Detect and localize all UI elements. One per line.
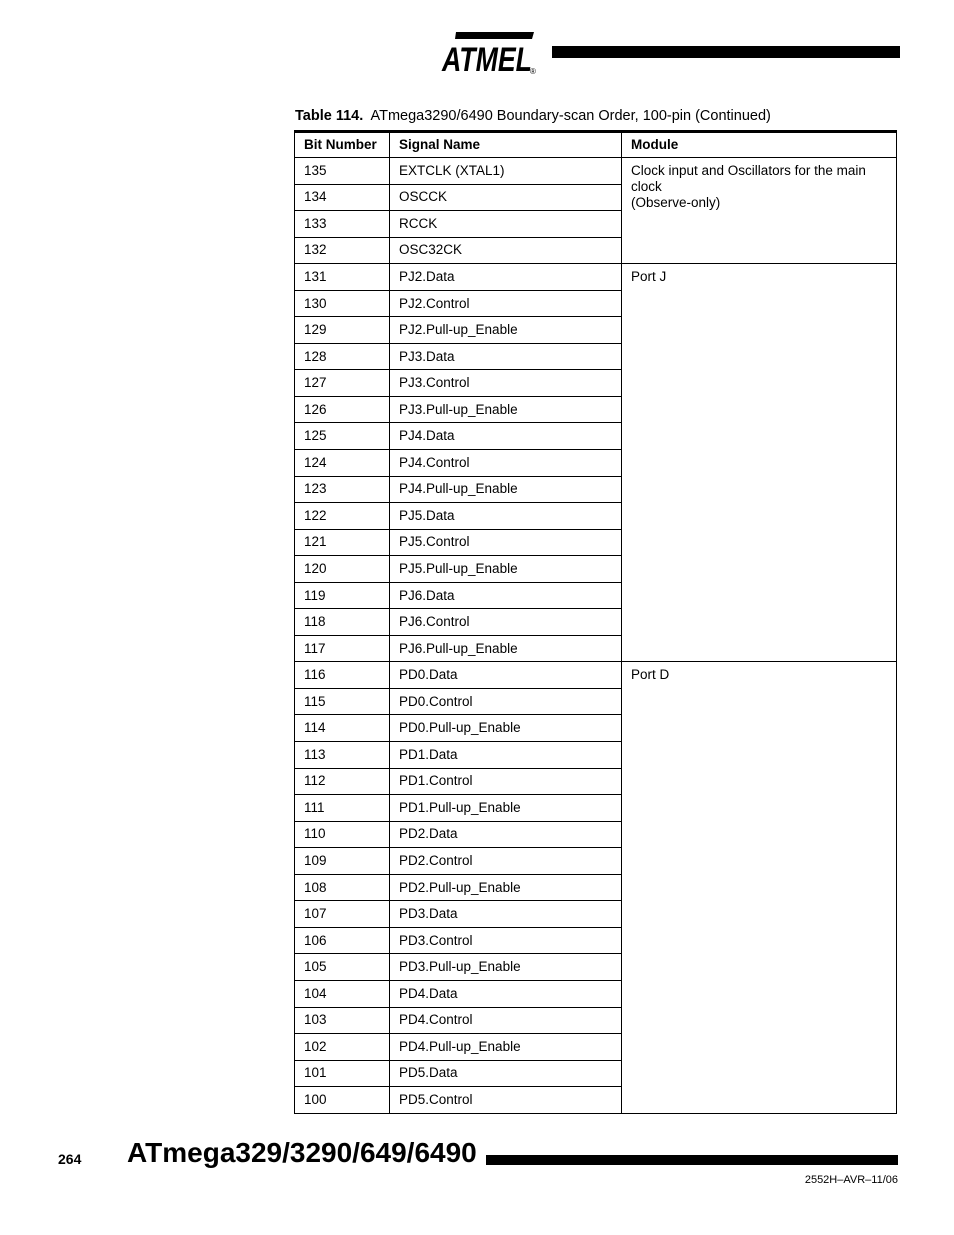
signal-name-cell: OSCCK bbox=[390, 184, 622, 211]
module-cell: Port D bbox=[622, 662, 897, 1113]
signal-name-cell: PJ2.Data bbox=[390, 264, 622, 291]
bit-number-cell: 120 bbox=[295, 556, 390, 583]
signal-name-cell: PJ5.Control bbox=[390, 529, 622, 556]
bit-number-cell: 108 bbox=[295, 874, 390, 901]
table-row bbox=[295, 264, 897, 291]
bit-number-cell: 128 bbox=[295, 343, 390, 370]
signal-name-cell: PJ3.Control bbox=[390, 370, 622, 397]
boundary-scan-table bbox=[294, 130, 897, 1114]
bit-number-cell: 101 bbox=[295, 1060, 390, 1087]
signal-name-cell: PJ6.Data bbox=[390, 582, 622, 609]
bit-number-cell: 129 bbox=[295, 317, 390, 344]
signal-name-cell: PD4.Data bbox=[390, 980, 622, 1007]
bit-number-cell: 111 bbox=[295, 795, 390, 822]
signal-name-cell: PD0.Pull-up_Enable bbox=[390, 715, 622, 742]
header-rule bbox=[552, 46, 900, 58]
signal-name-cell: PJ5.Pull-up_Enable bbox=[390, 556, 622, 583]
table-caption-label: Table 114. bbox=[295, 108, 364, 124]
bit-number-cell: 117 bbox=[295, 635, 390, 662]
bit-number-cell: 132 bbox=[295, 237, 390, 264]
svg-text:®: ® bbox=[530, 67, 536, 76]
bit-number-cell: 135 bbox=[295, 158, 390, 185]
bit-number-cell: 121 bbox=[295, 529, 390, 556]
bit-number-cell: 124 bbox=[295, 450, 390, 477]
signal-name-cell: PJ4.Data bbox=[390, 423, 622, 450]
bit-number-cell: 103 bbox=[295, 1007, 390, 1034]
signal-name-cell: PD2.Data bbox=[390, 821, 622, 848]
atmel-logo bbox=[440, 28, 540, 78]
signal-name-cell: PD0.Data bbox=[390, 662, 622, 689]
table-caption-text: ATmega3290/6490 Boundary-scan Order, 100-pin (Continued) bbox=[370, 108, 771, 124]
svg-text:ATMEL: ATMEL bbox=[441, 41, 532, 78]
signal-name-cell: PD5.Control bbox=[390, 1087, 622, 1114]
page-number: 264 bbox=[58, 1151, 82, 1167]
table-header-row bbox=[295, 132, 897, 158]
table-caption bbox=[295, 108, 771, 124]
signal-name-cell: PD1.Control bbox=[390, 768, 622, 795]
signal-name-cell: PD3.Control bbox=[390, 927, 622, 954]
signal-name-cell: PJ4.Pull-up_Enable bbox=[390, 476, 622, 503]
header-module: Module bbox=[622, 132, 897, 158]
table-row bbox=[295, 158, 897, 185]
table-row bbox=[295, 662, 897, 689]
bit-number-cell: 127 bbox=[295, 370, 390, 397]
bit-number-cell: 126 bbox=[295, 396, 390, 423]
signal-name-cell: PD3.Pull-up_Enable bbox=[390, 954, 622, 981]
signal-name-cell: PJ3.Data bbox=[390, 343, 622, 370]
bit-number-cell: 104 bbox=[295, 980, 390, 1007]
signal-name-cell: EXTCLK (XTAL1) bbox=[390, 158, 622, 185]
signal-name-cell: PD1.Pull-up_Enable bbox=[390, 795, 622, 822]
bit-number-cell: 102 bbox=[295, 1034, 390, 1061]
signal-name-cell: PD3.Data bbox=[390, 901, 622, 928]
bit-number-cell: 106 bbox=[295, 927, 390, 954]
header-signal-name: Signal Name bbox=[390, 132, 622, 158]
signal-name-cell: PD2.Pull-up_Enable bbox=[390, 874, 622, 901]
bit-number-cell: 115 bbox=[295, 688, 390, 715]
bit-number-cell: 119 bbox=[295, 582, 390, 609]
bit-number-cell: 112 bbox=[295, 768, 390, 795]
signal-name-cell: PD2.Control bbox=[390, 848, 622, 875]
signal-name-cell: PJ2.Control bbox=[390, 290, 622, 317]
signal-name-cell: RCCK bbox=[390, 211, 622, 238]
document-title: ATmega329/3290/649/6490 bbox=[127, 1137, 477, 1168]
bit-number-cell: 109 bbox=[295, 848, 390, 875]
bit-number-cell: 134 bbox=[295, 184, 390, 211]
signal-name-cell: OSC32CK bbox=[390, 237, 622, 264]
signal-name-cell: PJ4.Control bbox=[390, 450, 622, 477]
module-cell: Clock input and Oscillators for the main clock (Observe-only) bbox=[622, 158, 897, 264]
signal-name-cell: PJ6.Control bbox=[390, 609, 622, 636]
module-cell: Port J bbox=[622, 264, 897, 662]
signal-name-cell: PD4.Pull-up_Enable bbox=[390, 1034, 622, 1061]
signal-name-cell: PD1.Data bbox=[390, 742, 622, 769]
signal-name-cell: PD4.Control bbox=[390, 1007, 622, 1034]
bit-number-cell: 113 bbox=[295, 742, 390, 769]
signal-name-cell: PJ3.Pull-up_Enable bbox=[390, 396, 622, 423]
bit-number-cell: 107 bbox=[295, 901, 390, 928]
header-bit-number: Bit Number bbox=[295, 132, 390, 158]
signal-name-cell: PD0.Control bbox=[390, 688, 622, 715]
bit-number-cell: 122 bbox=[295, 503, 390, 530]
bit-number-cell: 130 bbox=[295, 290, 390, 317]
bit-number-cell: 118 bbox=[295, 609, 390, 636]
bit-number-cell: 133 bbox=[295, 211, 390, 238]
bit-number-cell: 125 bbox=[295, 423, 390, 450]
bit-number-cell: 105 bbox=[295, 954, 390, 981]
signal-name-cell: PJ5.Data bbox=[390, 503, 622, 530]
bit-number-cell: 100 bbox=[295, 1087, 390, 1114]
bit-number-cell: 131 bbox=[295, 264, 390, 291]
document-code: 2552H–AVR–11/06 bbox=[804, 1174, 898, 1186]
signal-name-cell: PD5.Data bbox=[390, 1060, 622, 1087]
footer-rule bbox=[486, 1155, 898, 1165]
signal-name-cell: PJ6.Pull-up_Enable bbox=[390, 635, 622, 662]
signal-name-cell: PJ2.Pull-up_Enable bbox=[390, 317, 622, 344]
bit-number-cell: 116 bbox=[295, 662, 390, 689]
bit-number-cell: 110 bbox=[295, 821, 390, 848]
bit-number-cell: 114 bbox=[295, 715, 390, 742]
bit-number-cell: 123 bbox=[295, 476, 390, 503]
